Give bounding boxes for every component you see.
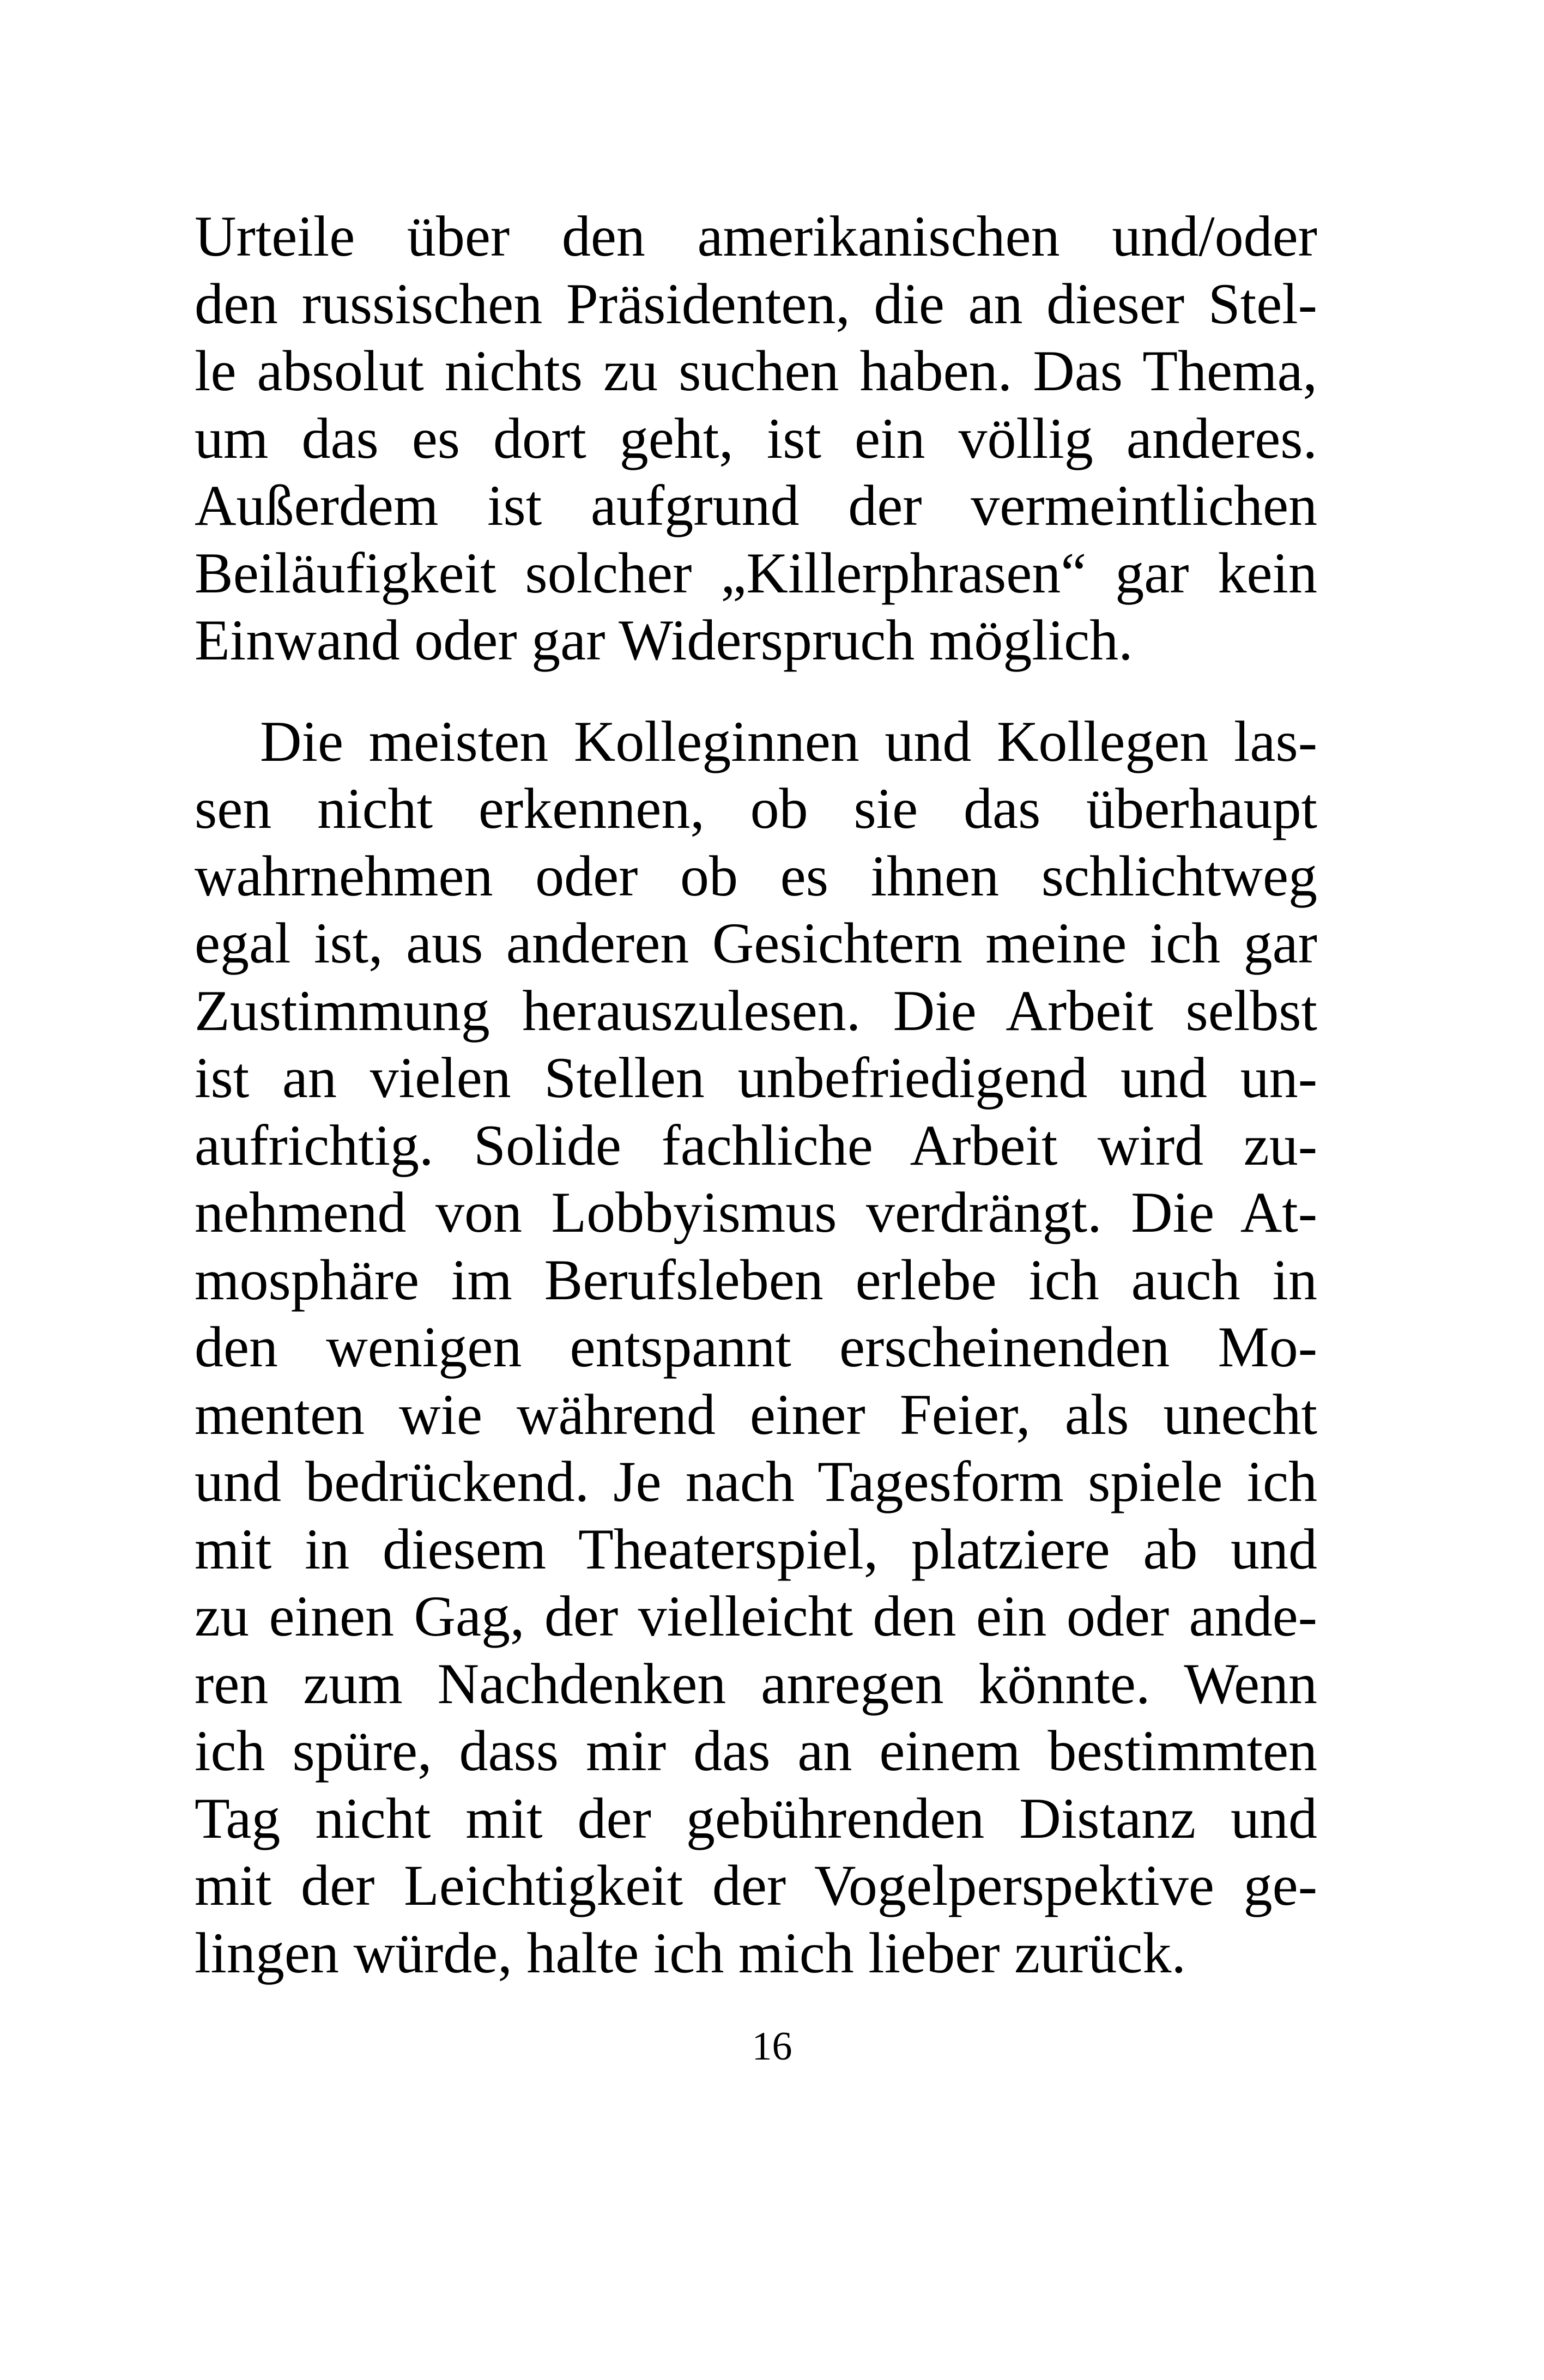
text-line: mosphäre im Berufsleben erlebe ich auch in xyxy=(195,1247,1317,1312)
paragraph-spacing xyxy=(195,674,1317,708)
text-line: und bedrückend. Je nach Tagesform spiele ich xyxy=(195,1450,1317,1513)
text-line: egal ist, aus anderen Gesichtern meine ich gar xyxy=(195,911,1317,975)
text-line: mit der Leichtigkeit der Vogelperspektive ge- xyxy=(195,1854,1317,1917)
text-line: menten wie während einer Feier, als unecht xyxy=(195,1382,1317,1446)
body-text xyxy=(195,203,1317,1987)
text-line: um das es dort geht, ist ein völlig anderes. xyxy=(195,406,1317,470)
text-line: mit in diesem Theaterspiel, platziere ab und xyxy=(195,1517,1317,1581)
text-line: Die meisten Kolleginnen und Kollegen las- xyxy=(260,709,1317,773)
text-line: Außerdem ist aufgrund der vermeintlichen xyxy=(195,474,1317,537)
text-line: Tag nicht mit der gebührenden Distanz und xyxy=(195,1786,1317,1850)
text-line: zu einen Gag, der vielleicht den ein oder ande- xyxy=(195,1584,1317,1648)
page-number: 16 xyxy=(752,2024,792,2069)
text-line: le absolut nichts zu suchen haben. Das Thema, xyxy=(195,339,1317,403)
text-line: ren zum Nachdenken anregen könnte. Wenn xyxy=(195,1651,1317,1716)
text-line: Einwand oder gar Widerspruch möglich. xyxy=(195,608,1133,672)
text-line: ist an vielen Stellen unbefriedigend und un- xyxy=(195,1046,1317,1110)
text-line: ich spüre, dass mir das an einem bestimmten xyxy=(195,1719,1317,1783)
text-line: den wenigen entspannt erscheinenden Mo- xyxy=(195,1315,1317,1379)
text-line: sen nicht erkennen, ob sie das überhaupt xyxy=(195,777,1317,840)
text-line: Zustimmung herauszulesen. Die Arbeit selbst xyxy=(195,978,1317,1043)
text-line: Beiläufigkeit solcher „Killerphrasen“ gar kein xyxy=(195,541,1317,605)
text-line: lingen würde, halte ich mich lieber zurück. xyxy=(195,1921,1186,1985)
paragraph-2 xyxy=(195,708,1317,1987)
text-line: aufrichtig. Solide fachliche Arbeit wird zu- xyxy=(195,1113,1317,1177)
text-line: wahrnehmen oder ob es ihnen schlichtweg xyxy=(195,844,1317,908)
paragraph-1 xyxy=(195,203,1317,674)
text-line: nehmend von Lobbyismus verdrängt. Die At- xyxy=(195,1180,1317,1244)
text-line: den russischen Präsidenten, die an dieser Stel- xyxy=(195,271,1317,336)
text-line: Urteile über den amerikanischen und/oder xyxy=(195,204,1317,268)
